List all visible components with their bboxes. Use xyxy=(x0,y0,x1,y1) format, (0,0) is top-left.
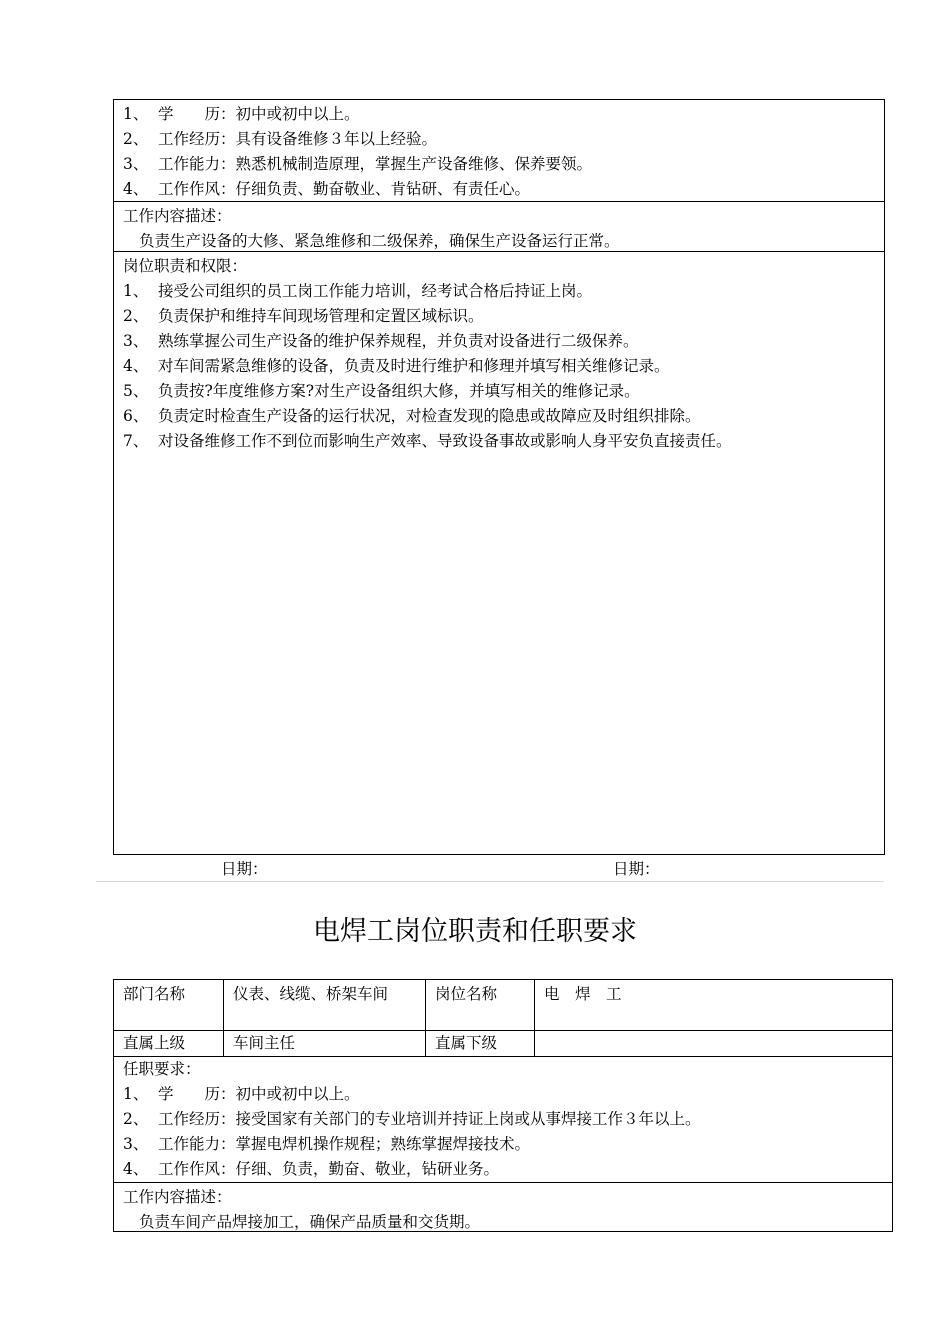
welder-job-table xyxy=(113,979,893,1232)
post-label: 岗位名称 xyxy=(425,980,534,1030)
dept-value: 仪表、线缆、桥架车间 xyxy=(223,980,425,1030)
description-text: 负责车间产品焊接加工，确保产品质量和交货期。 xyxy=(139,1213,481,1231)
duty-item: 5、 负责按?年度维修方案?对生产设备组织大修，并填写相关的维修记录。 xyxy=(123,382,640,400)
dept-row xyxy=(114,980,892,1031)
requirement-item: 4、 工作作风：仔细负责、勤奋敬业、肯钻研、有责任心。 xyxy=(123,180,531,198)
requirement-item: 3、 工作能力：熟悉机械制造原理，掌握生产设备维修、保养要领。 xyxy=(123,155,593,173)
duty-item: 1、 接受公司组织的员工岗工作能力培训，经考试合格后持证上岗。 xyxy=(123,282,593,300)
requirement-item: 2、 工作经历：具有设备维修３年以上经验。 xyxy=(123,130,438,148)
duty-item: 4、 对车间需紧急维修的设备，负责及时进行维护和修理并填写相关维修记录。 xyxy=(123,357,670,375)
duties-label: 岗位职责和权限： xyxy=(123,257,248,275)
description-text: 负责生产设备的大修、紧急维修和二级保养，确保生产设备运行正常。 xyxy=(139,232,620,250)
duties-section xyxy=(114,251,884,854)
superior-value: 车间主任 xyxy=(223,1031,425,1056)
duty-item: 6、 负责定时检查生产设备的运行状况，对检查发现的隐患或故障应及时组织排除。 xyxy=(123,407,701,425)
welder-description-section xyxy=(114,1182,892,1231)
req-label: 任职要求： xyxy=(123,1060,201,1078)
duty-item: 3、 熟练掌握公司生产设备的维护保养规程，并负责对设备进行二级保养。 xyxy=(123,332,639,350)
requirement-item: 3、 工作能力：掌握电焊机操作规程；熟练掌握焊接技术。 xyxy=(123,1135,531,1153)
superior-label: 直属上级 xyxy=(123,1034,186,1052)
duty-item: 2、 负责保护和维持车间现场管理和定置区域标识。 xyxy=(123,307,484,325)
requirements-section xyxy=(114,100,884,201)
requirement-item: 2、 工作经历：接受国家有关部门的专业培训并持证上岗或从事焊接工作３年以上。 xyxy=(123,1110,701,1128)
welder-requirements-section xyxy=(114,1057,892,1182)
requirement-item: 1、 学 历：初中或初中以上。 xyxy=(123,1085,360,1103)
post-value: 电 焊 工 xyxy=(534,980,892,1030)
duty-item: 7、 对设备维修工作不到位而影响生产效率、导致设备事故或影响人身平安负直接责任。 xyxy=(123,432,732,450)
requirement-item: 1、 学 历：初中或初中以上。 xyxy=(123,105,360,123)
top-job-table xyxy=(113,99,885,855)
section-title: 电焊工岗位职责和任职要求 xyxy=(313,916,637,947)
superior-row xyxy=(114,1031,892,1057)
date-right: 日期： xyxy=(613,860,660,878)
dept-label: 部门名称 xyxy=(123,985,186,1003)
description-label: 工作内容描述： xyxy=(123,1188,232,1206)
date-left: 日期： xyxy=(221,860,268,878)
description-section xyxy=(114,201,884,251)
subordinate-label: 直属下级 xyxy=(425,1031,534,1056)
description-label: 工作内容描述： xyxy=(123,207,232,225)
page-divider xyxy=(96,881,884,882)
subordinate-value xyxy=(534,1031,892,1056)
requirement-item: 4、 工作作风：仔细、负责，勤奋、敬业，钻研业务。 xyxy=(123,1160,500,1178)
